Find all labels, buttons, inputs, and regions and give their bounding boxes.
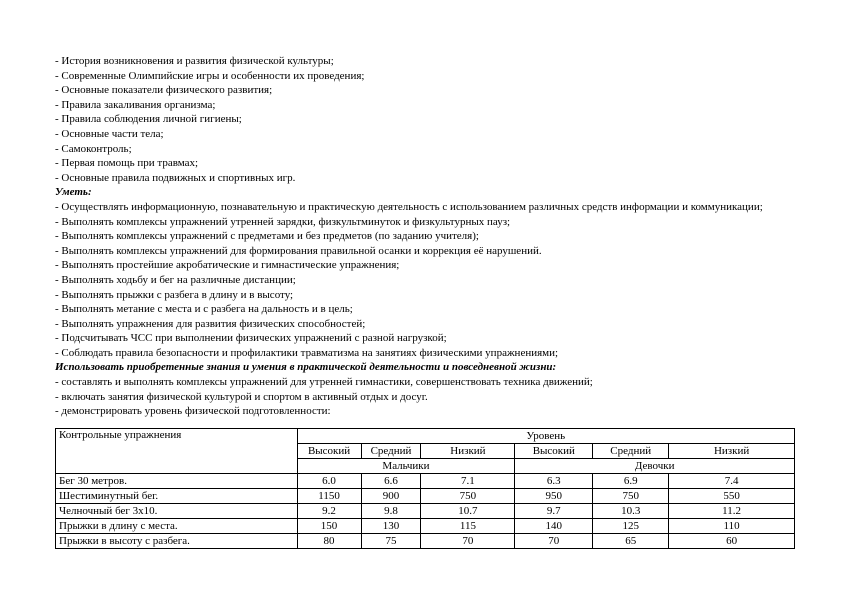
list-item: - Основные части тела; [55,127,164,140]
table-cell: 7.4 [669,474,795,489]
list-item: - Выполнять прыжки с разбега в длину и в высоту; [55,288,294,301]
header-girls: Девочки [515,459,795,474]
list-item: - включать занятия физической культурой и спортом в активный отдых и досуг. [55,390,428,403]
table-cell: 10.7 [421,504,515,519]
table-row [56,534,795,549]
list-item: - Выполнять комплексы упражнений для формирования правильной осанки и коррекция её нарушений. [55,244,542,257]
table-cell: 750 [421,489,515,504]
norms-table [55,428,795,549]
list-item: - Выполнять простейшие акробатические и гимнастические упражнения; [55,259,400,272]
table-cell: 950 [515,489,593,504]
table-row [56,519,795,534]
list-item: - Основные показатели физического развития; [55,84,273,97]
table-cell: 80 [297,534,361,549]
header-exercise: Контрольные упражнения [56,429,298,474]
apply-list [55,375,795,419]
table-cell: 70 [421,534,515,549]
exercise-name: Прыжки в длину с места. [56,519,298,534]
level-cell: Средний [361,444,421,459]
list-item: - составлять и выполнять комплексы упражнений для утренней гимнастики, совершенствовать техника движений; [55,376,593,389]
exercise-name: Бег 30 метров. [56,474,298,489]
table-cell: 900 [361,489,421,504]
exercise-name: Прыжки в высоту с разбега. [56,534,298,549]
document-text [55,54,795,419]
list-item: - История возникновения и развития физической культуры; [55,55,334,67]
table-cell: 6.0 [297,474,361,489]
table-cell: 150 [297,519,361,534]
table-cell: 9.2 [297,504,361,519]
level-cell: Высокий [297,444,361,459]
list-item: - Выполнять комплексы упражнений утренней зарядки, физкультминуток и физкультурных пауз; [55,215,511,228]
table-cell: 11.2 [669,504,795,519]
exercise-name: Челночный бег 3х10. [56,504,298,519]
table-row [56,504,795,519]
table-cell: 65 [593,534,669,549]
apply-heading: Использовать приобретенные знания и умения в практической деятельности и повседневной жизни: [55,361,557,374]
list-item: - Выполнять комплексы упражнений с предметами и без предметов (по заданию учителя); [55,230,479,243]
table-cell: 6.3 [515,474,593,489]
table-cell: 6.9 [593,474,669,489]
skills-heading: Уметь: [55,186,92,199]
list-item: - Осуществлять информационную, познавательную и практическую деятельность с использованием различных средств информации и коммуникации; [55,200,763,213]
table-cell: 125 [593,519,669,534]
table-cell: 110 [669,519,795,534]
level-cell: Низкий [669,444,795,459]
list-item: - Основные правила подвижных и спортивных игр. [55,171,296,184]
table-cell: 550 [669,489,795,504]
table-row [56,474,795,489]
table-cell: 115 [421,519,515,534]
list-item: - Подсчитывать ЧСС при выполнении физических упражнений с разной нагрузкой; [55,332,447,345]
list-item: - Самоконтроль; [55,142,132,155]
table-cell: 60 [669,534,795,549]
table-cell: 750 [593,489,669,504]
level-cell: Средний [593,444,669,459]
table-cell: 10.3 [593,504,669,519]
table-cell: 6.6 [361,474,421,489]
skills-list [55,200,795,361]
know-list [55,54,795,185]
list-item: - Правила соблюдения личной гигиены; [55,113,242,126]
list-item: - Выполнять упражнения для развития физических способностей; [55,317,366,330]
table-cell: 7.1 [421,474,515,489]
list-item: - Выполнять ходьбу и бег на различные дистанции; [55,273,296,286]
header-level: Уровень [297,429,794,444]
list-item: - Соблюдать правила безопасности и профилактики травматизма на занятиях физическими упражнениями; [55,346,559,359]
list-item: - Выполнять метание с места и с разбега на дальность и в цель; [55,303,353,316]
table-cell: 130 [361,519,421,534]
table-cell: 9.7 [515,504,593,519]
level-cell: Высокий [515,444,593,459]
table-cell: 140 [515,519,593,534]
level-cell: Низкий [421,444,515,459]
table-row [56,489,795,504]
table-cell: 1150 [297,489,361,504]
table-cell: 75 [361,534,421,549]
header-boys: Мальчики [297,459,515,474]
list-item: - демонстрировать уровень физической подготовленности: [55,405,331,418]
list-item: - Первая помощь при травмах; [55,157,199,170]
list-item: - Правила закаливания организма; [55,98,216,111]
list-item: - Современные Олимпийские игры и особенности их проведения; [55,69,365,82]
exercise-name: Шестиминутный бег. [56,489,298,504]
table-header-row [56,429,795,444]
table-cell: 70 [515,534,593,549]
table-cell: 9.8 [361,504,421,519]
